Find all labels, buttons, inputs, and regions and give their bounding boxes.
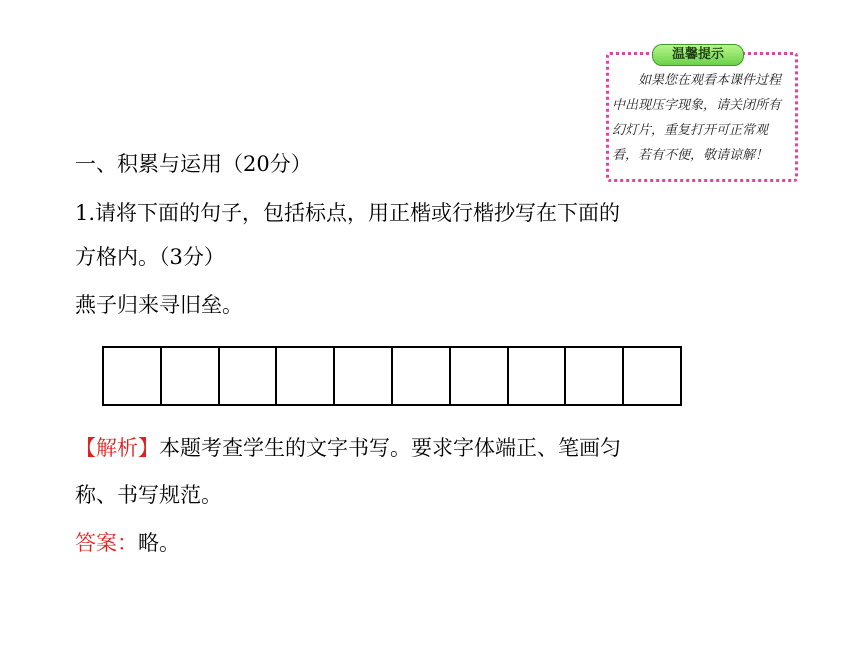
grid-cell (624, 348, 680, 404)
question-line-1: 1.请将下面的句子，包括标点，用正楷或行楷抄写在下面的 (75, 201, 621, 225)
grid-cell (104, 348, 162, 404)
grid-cell (220, 348, 278, 404)
grid-cell (393, 348, 451, 404)
writing-grid (102, 346, 682, 406)
answer-line (75, 529, 180, 557)
analysis-text-1: 本题考查学生的文字书写。要求字体端正、笔画匀 (159, 436, 621, 460)
section-heading: 一、积累与运用（20分） (75, 152, 312, 176)
tip-title: 温馨提示 (652, 44, 744, 66)
grid-cell (277, 348, 335, 404)
grid-cell (335, 348, 393, 404)
grid-cell (162, 348, 220, 404)
analysis-line-1 (75, 434, 621, 462)
analysis-text-2: 称、书写规范。 (75, 483, 222, 507)
answer-label: 答案： (75, 531, 138, 555)
question-line-2: 方格内。（3分） (75, 245, 225, 269)
tip-text: 如果您在观看本课件过程中出现压字现象，请关闭所有幻灯片，重复打开可正常观看，若有不便，敬请谅解！ (612, 73, 782, 163)
answer-text: 略。 (138, 531, 180, 555)
sentence: 燕子归来寻旧垒。 (75, 293, 243, 317)
analysis-label: 【解析】 (75, 436, 159, 460)
grid-cell (566, 348, 624, 404)
grid-cell (509, 348, 567, 404)
grid-cell (451, 348, 509, 404)
